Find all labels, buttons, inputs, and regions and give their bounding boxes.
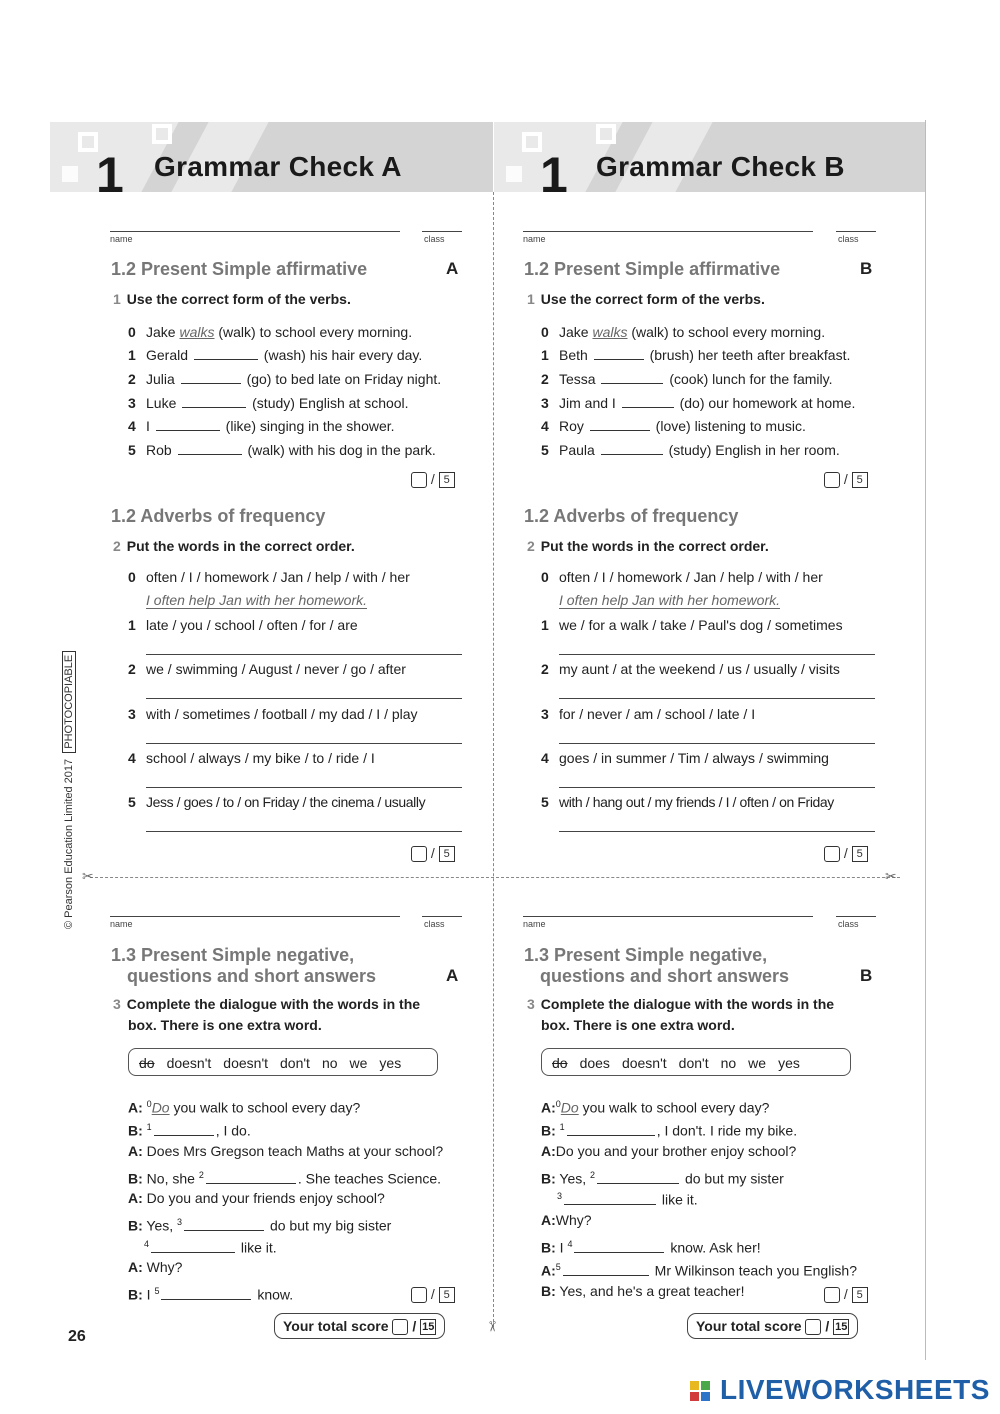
section-heading: 1.3 Present Simple negative, xyxy=(111,945,355,965)
dialogue-line: B: Yes, and he's a great teacher! xyxy=(541,1283,745,1299)
answer-line[interactable] xyxy=(559,654,875,655)
exercise-item: 2 we / swimming / August / never / go / after xyxy=(128,661,406,677)
answer-line[interactable] xyxy=(559,787,875,788)
name-field[interactable] xyxy=(110,231,400,232)
logo-icon xyxy=(690,1381,716,1403)
class-field[interactable] xyxy=(836,916,876,917)
answer-line[interactable] xyxy=(559,743,875,744)
exercise-item: 0 often / I / homework / Jan / help / with / her xyxy=(128,569,410,585)
score-input[interactable] xyxy=(824,846,840,862)
exercise-item: 2 Tessa (cook) lunch for the family. xyxy=(541,371,833,387)
instruction: 3 Complete the dialogue with the words in the xyxy=(527,996,835,1012)
answer-blank[interactable] xyxy=(151,1240,235,1253)
side-note: © Pearson Education Limited 2017 PHOTOCOPIABLE xyxy=(62,600,76,930)
answer-blank[interactable] xyxy=(184,1218,264,1231)
name-label: name xyxy=(110,919,133,929)
total-score-input[interactable] xyxy=(392,1319,408,1335)
answer-line[interactable] xyxy=(146,698,462,699)
answer-blank[interactable] xyxy=(563,1263,649,1276)
dialogue-line: A:$^5$ Mr Wilkinson teach you English? xyxy=(541,1262,857,1279)
answer-line[interactable] xyxy=(146,787,462,788)
exercise-item: 0 often / I / homework / Jan / help / with / her xyxy=(541,569,823,585)
page-title: Grammar Check B xyxy=(596,151,845,182)
instruction: box. There is one extra word. xyxy=(128,1017,322,1033)
exercise-item: 5 with / hang out / my friends / I / often / on Friday xyxy=(541,794,834,810)
name-label: name xyxy=(110,234,133,244)
answer-blank[interactable] xyxy=(156,418,220,431)
dialogue-line: A:$^0$Do you walk to school every day? xyxy=(541,1099,770,1116)
exercise-item: 1 we / for a walk / take / Paul's dog / sometimes xyxy=(541,617,843,633)
scissors-icon: ✂ xyxy=(82,868,94,884)
class-field[interactable] xyxy=(836,231,876,232)
answer-line[interactable] xyxy=(146,831,462,832)
answer-line[interactable] xyxy=(146,654,462,655)
class-label: class xyxy=(424,919,445,929)
score-input[interactable] xyxy=(411,846,427,862)
word-box: do doesn't doesn't don't no we yes xyxy=(128,1048,438,1076)
page-edge xyxy=(925,120,926,1360)
total-score-input[interactable] xyxy=(805,1319,821,1335)
exercise-item: 1 late / you / school / often / for / are xyxy=(128,617,358,633)
score-box: / 5 xyxy=(824,1286,868,1303)
exercise-item: 5 Jess / goes / to / on Friday / the cinema / usually xyxy=(128,794,426,810)
dialogue-line: B: Yes, $^2$ do but my sister xyxy=(541,1170,784,1187)
version-letter: B xyxy=(860,259,873,278)
answer-blank[interactable] xyxy=(154,1123,214,1136)
class-label: class xyxy=(838,919,859,929)
dialogue-line: B: No, she $^2$ . She teaches Science. xyxy=(128,1170,442,1187)
instruction: 2 Put the words in the correct order. xyxy=(113,538,355,554)
unit-number: 1 xyxy=(540,147,568,203)
dialogue-line: A:Do you and your brother enjoy school? xyxy=(541,1143,797,1159)
answer-blank[interactable] xyxy=(622,395,674,408)
dialogue-line: $^4$ like it. xyxy=(144,1239,277,1256)
dialogue-line: A: Do you and your friends enjoy school? xyxy=(128,1190,385,1206)
cut-line-horizontal xyxy=(90,877,900,878)
exercise-item: 3 for / never / am / school / late / I xyxy=(541,706,756,722)
answer-blank[interactable] xyxy=(161,1287,251,1300)
class-field[interactable] xyxy=(422,916,462,917)
dialogue-line: A: $^0$Do you walk to school every day? xyxy=(128,1099,361,1116)
score-box: / 5 xyxy=(411,471,455,488)
dialogue-line: A: Why? xyxy=(128,1259,183,1275)
example-answer: I often help Jan with her homework. xyxy=(559,592,781,608)
class-label: class xyxy=(838,234,859,244)
instruction: 2 Put the words in the correct order. xyxy=(527,538,769,554)
exercise-item: 4 I (like) singing in the shower. xyxy=(128,418,395,434)
section-heading: questions and short answers xyxy=(127,966,377,986)
decor-square xyxy=(152,124,172,144)
page-number: 26 xyxy=(68,1328,86,1345)
score-input[interactable] xyxy=(824,1287,840,1303)
answer-blank[interactable] xyxy=(597,1171,679,1184)
answer-blank[interactable] xyxy=(567,1123,655,1136)
score-box: / 5 xyxy=(824,471,868,488)
dialogue-line: A:Why? xyxy=(541,1212,592,1228)
exercise-item: 2 my aunt / at the weekend / us / usually / visits xyxy=(541,661,840,677)
class-label: class xyxy=(424,234,445,244)
exercise-item: 2 Julia (go) to bed late on Friday night. xyxy=(128,371,442,387)
version-letter: A xyxy=(446,259,459,278)
dialogue-line: B: I $^5$ know. xyxy=(128,1286,294,1303)
word-box: do does doesn't don't no we yes xyxy=(541,1048,851,1076)
name-label: name xyxy=(523,919,546,929)
exercise-item: 1 Beth (brush) her teeth after breakfast. xyxy=(541,347,851,363)
score-input[interactable] xyxy=(411,1287,427,1303)
decor-square xyxy=(506,166,522,182)
dialogue-line: B: I $^4$ know. Ask her! xyxy=(541,1239,761,1256)
liveworksheets-logo: LIVEWORKSHEETS xyxy=(690,1374,990,1406)
total-score: Your total score / 15 xyxy=(274,1313,445,1339)
decor-square xyxy=(62,166,78,182)
score-input[interactable] xyxy=(411,472,427,488)
exercise-item: 1 Gerald (wash) his hair every day. xyxy=(128,347,423,363)
answer-blank[interactable] xyxy=(182,395,246,408)
name-label: name xyxy=(523,234,546,244)
score-box: / 5 xyxy=(824,845,868,862)
section-heading: 1.2 Present Simple affirmative xyxy=(111,259,368,279)
exercise-item: 5 Rob (walk) with his dog in the park. xyxy=(128,442,436,458)
answer-blank[interactable] xyxy=(601,442,663,455)
answer-blank[interactable] xyxy=(590,418,650,431)
name-field[interactable] xyxy=(523,231,813,232)
answer-blank[interactable] xyxy=(178,442,242,455)
section-heading: 1.2 Adverbs of frequency xyxy=(524,506,739,526)
total-score: Your total score / 15 xyxy=(687,1313,858,1339)
page-title: Grammar Check A xyxy=(154,151,402,182)
dialogue-line: B: Yes, $^3$ do but my big sister xyxy=(128,1217,392,1234)
exercise-item: 5 Paula (study) English in her room. xyxy=(541,442,840,458)
dialogue-line: A: Does Mrs Gregson teach Maths at your school? xyxy=(128,1143,444,1159)
exercise-item: 4 school / always / my bike / to / ride / I xyxy=(128,750,375,766)
answer-blank[interactable] xyxy=(574,1240,664,1253)
decor-square xyxy=(522,132,542,152)
instruction: 1 Use the correct form of the verbs. xyxy=(113,291,351,307)
answer-line[interactable] xyxy=(559,831,875,832)
answer-blank[interactable] xyxy=(181,371,241,384)
answer-line[interactable] xyxy=(146,743,462,744)
answer-blank[interactable] xyxy=(564,1192,656,1205)
score-box: / 5 xyxy=(411,1286,455,1303)
section-heading: questions and short answers xyxy=(540,966,790,986)
scissors-icon: ✂ xyxy=(484,1320,501,1333)
section-heading: 1.2 Adverbs of frequency xyxy=(111,506,326,526)
class-field[interactable] xyxy=(422,231,462,232)
score-input[interactable] xyxy=(824,472,840,488)
dialogue-line: B: $^1$ , I do. xyxy=(128,1122,251,1139)
dialogue-line: $^3$ like it. xyxy=(557,1191,698,1208)
exercise-item: 3 with / sometimes / football / my dad / I / play xyxy=(128,706,418,722)
unit-number: 1 xyxy=(96,147,124,203)
section-heading: 1.3 Present Simple negative, xyxy=(524,945,768,965)
version-letter: B xyxy=(860,966,873,985)
name-field[interactable] xyxy=(110,916,400,917)
exercise-item: 4 Roy (love) listening to music. xyxy=(541,418,806,434)
exercise-item: 0 Jake walks (walk) to school every morning. xyxy=(541,324,826,340)
exercise-item: 3 Jim and I (do) our homework at home. xyxy=(541,395,856,411)
exercise-item: 3 Luke (study) English at school. xyxy=(128,395,409,411)
exercise-item: 4 goes / in summer / Tim / always / swimming xyxy=(541,750,829,766)
answer-blank[interactable] xyxy=(601,371,663,384)
cut-line-vertical xyxy=(493,192,494,1327)
answer-blank[interactable] xyxy=(206,1171,296,1184)
decor-square xyxy=(596,124,616,144)
example-answer: I often help Jan with her homework. xyxy=(146,592,368,608)
exercise-item: 0 Jake walks (walk) to school every morning. xyxy=(128,324,413,340)
instruction: 1 Use the correct form of the verbs. xyxy=(527,291,765,307)
score-box: / 5 xyxy=(411,845,455,862)
answer-blank[interactable] xyxy=(594,347,644,360)
name-field[interactable] xyxy=(523,916,813,917)
section-heading: 1.2 Present Simple affirmative xyxy=(524,259,781,279)
decor-square xyxy=(78,132,98,152)
dialogue-line: B: $^1$ , I don't. I ride my bike. xyxy=(541,1122,798,1139)
answer-line[interactable] xyxy=(559,698,875,699)
answer-blank[interactable] xyxy=(194,347,258,360)
version-letter: A xyxy=(446,966,459,985)
scissors-icon: ✂ xyxy=(885,868,897,884)
instruction: 3 Complete the dialogue with the words in the xyxy=(113,996,421,1012)
instruction: box. There is one extra word. xyxy=(541,1017,735,1033)
